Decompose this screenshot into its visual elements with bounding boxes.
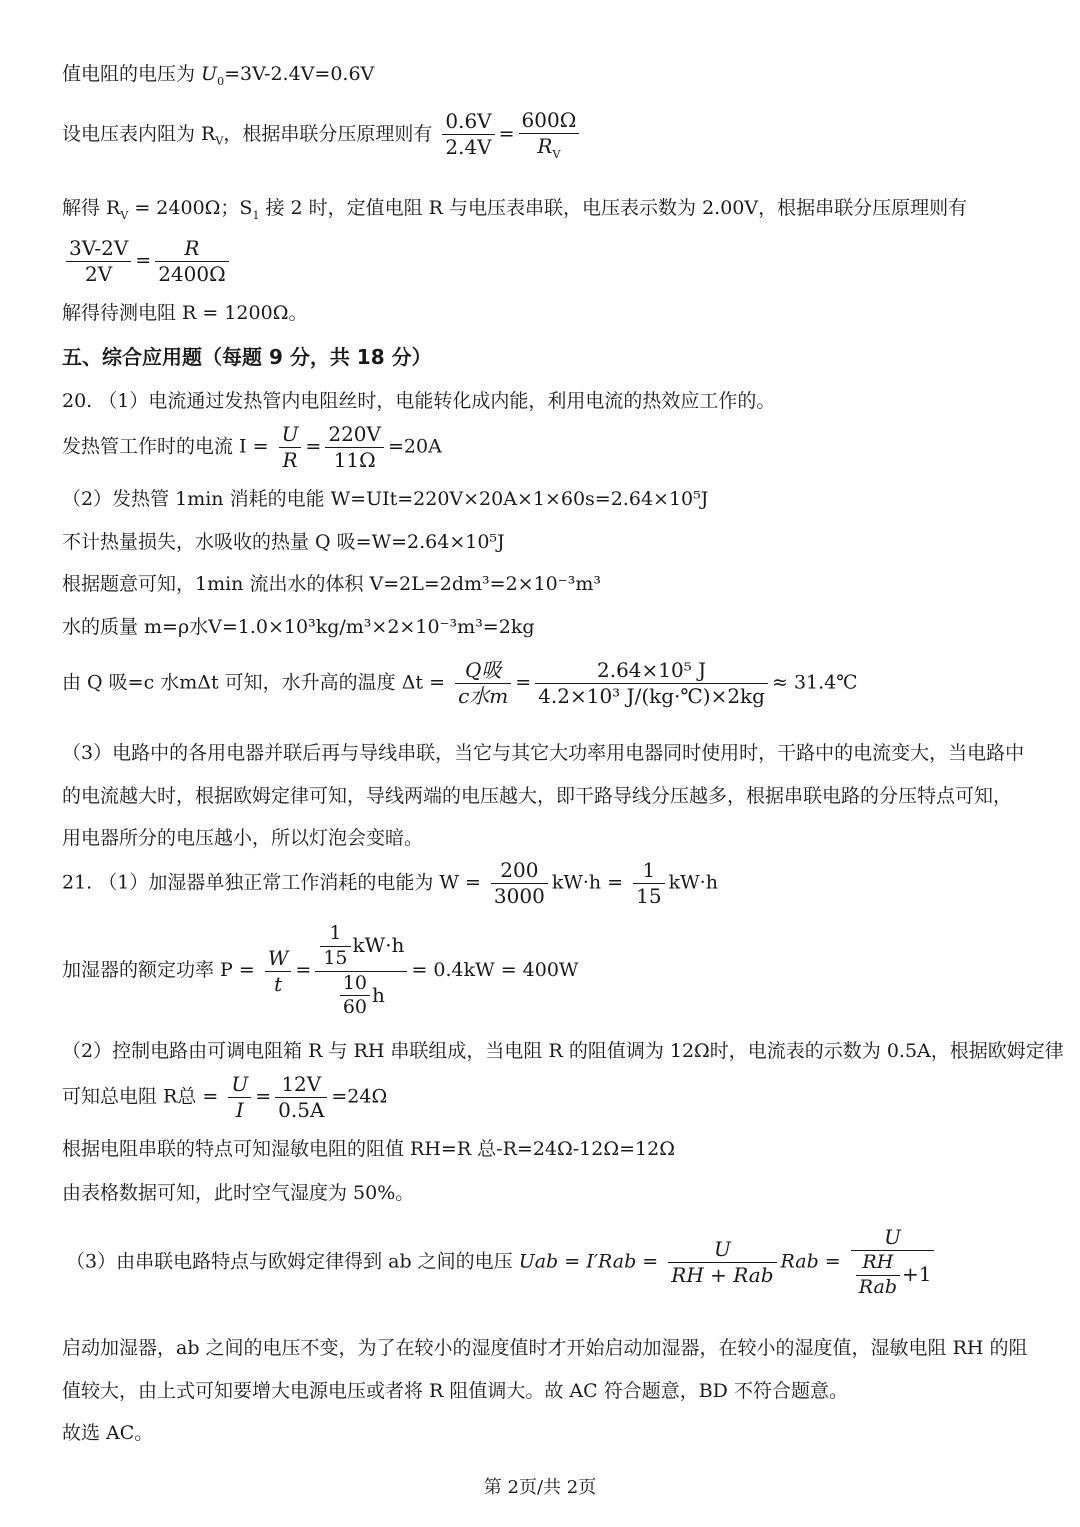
fraction: $\frac{3V-2V}{2V}$	[66, 236, 131, 287]
text-line: 由 Q 吸=c 水mΔt 可知，水升高的温度 Δt = $\frac{\text{Q吸}}{\text{c水m}}$ = $\frac{\text{2.64×10⁵ J}}{\text{4.2×10³ J/(kg·℃)×2kg}}$ ≈ 31.4℃	[62, 658, 858, 708]
fraction: $\frac{U}{R}$	[279, 422, 302, 473]
text-line: 设电压表内阻为 $R_V$，根据串联分压原理则有 $\frac{0.6V}{2.4V}$ = $\frac{600\Omega}{R_V}$	[62, 108, 583, 162]
text-line: 解得待测电阻 R = 1200Ω。	[62, 302, 308, 324]
page-footer: 第 2页/共 2页	[483, 1477, 597, 1498]
text-line: $\frac{3V-2V}{2V}$ = $\frac{R}{2400\Omega}$	[62, 236, 233, 287]
text-line: 启动加湿器，ab 之间的电压不变，为了在较小的湿度值时才开始启动加湿器，在较小的湿度值，湿敏电阻 RH 的阻	[62, 1337, 1028, 1359]
fraction: U $\frac{RH}{\text{Rab}}$ +1	[851, 1225, 935, 1300]
text-line: 可知总电阻 R总 = $\frac{U}{I}$ = $\frac{12V}{0.5A}$ =24Ω	[62, 1072, 388, 1122]
fraction: $\frac{\text{Q吸}}{\text{c水m}}$	[455, 658, 511, 709]
fraction: $\frac{U}{\text{RH + Rab}}$	[668, 1237, 776, 1288]
fraction: $\frac{200}{3000}$	[491, 858, 548, 909]
fraction: $\frac{12V}{0.5A}$	[275, 1072, 327, 1123]
text-line: 根据题意可知，1min 流出水的体积 V=2L=2dm³=2×10⁻³m³	[62, 573, 602, 595]
text-line: 解得 $R_V = 2400\Omega$；$S_1$ 接 2 时，定值电阻 R 与电压表串联，电压表示数为 2.00V，根据串联分压原理则有	[62, 197, 968, 222]
fraction: $\frac{\text{2.64×10⁵ J}}{\text{4.2×10³ J/(kg·℃)×2kg}}$	[535, 658, 768, 709]
text-line: 水的质量 m=ρ水V=1.0×10³kg/m³×2×10⁻³m³=2kg	[62, 616, 535, 638]
section-heading: 五、综合应用题（每题 9 分，共 18 分）	[62, 345, 432, 369]
fraction: $\frac{220V}{11\Omega}$	[325, 422, 384, 473]
text-line: 故选 AC。	[62, 1422, 154, 1444]
text-line: 根据电阻串联的特点可知湿敏电阻的阻值 RH=R 总-R=24Ω-12Ω=12Ω	[62, 1138, 675, 1160]
text-line: 值电阻的电压为 $U_0=3V-2.4V=0.6V$	[62, 63, 375, 88]
text-line: （3）由串联电路特点与欧姆定律得到 ab 之间的电压 Uab = I′Rab = $\frac{U}{\text{RH + Rab}}$ Rab = U $\frac{RH}{\text{Rab}}$ +1	[66, 1225, 938, 1300]
text-line: （3）电路中的各用电器并联后再与导线串联，当它与其它大功率用电器同时使用时，干路中的电流变大，当电路中	[62, 742, 1025, 764]
text-line: 值较大，由上式可知要增大电源电压或者将 R 阻值调大。故 AC 符合题意，BD 不符合题意。	[62, 1380, 848, 1402]
text-line: （2）控制电路由可调电阻箱 R 与 RH 串联组成，当电阻 R 的阻值调为 12Ω时，电流表的示数为 0.5A，根据欧姆定律	[62, 1040, 1064, 1062]
fraction: $\frac{1}{15}$	[633, 858, 664, 909]
text-line: 用电器所分的电压越小，所以灯泡会变暗。	[62, 827, 424, 849]
fraction: $\frac{1}{15}$ kW·h $\frac{10}{60}$ h	[315, 922, 407, 1020]
text-line: 20. （1）电流通过发热管内电阻丝时，电能转化成内能，利用电流的热效应工作的。	[62, 390, 776, 412]
fraction: $\frac{600\Omega}{R_V}$	[519, 108, 580, 162]
text-line: 加湿器的额定功率 P = $\frac{W}{t}$ = $\frac{1}{15}$ kW·h $\frac{10}{60}$ h = 0.4kW = 400W	[62, 922, 579, 1019]
text-line: 的电流越大时，根据欧姆定律可知，导线两端的电压越大，即干路导线分压越多，根据串联电路的分压特点可知，	[62, 785, 1013, 807]
text-line: 发热管工作时的电流 I = $\frac{U}{R}$ = $\frac{220V}{11\Omega}$ =20A	[62, 422, 442, 472]
fraction: $\frac{0.6V}{2.4V}$	[442, 109, 494, 160]
text-line: 由表格数据可知，此时空气湿度为 50%。	[62, 1182, 415, 1204]
fraction: $\frac{R}{2400\Omega}$	[155, 236, 228, 287]
text-line: （2）发热管 1min 消耗的电能 W=UIt=220V×20A×1×60s=2.64×10⁵J	[62, 488, 709, 510]
fraction: $\frac{W}{t}$	[265, 946, 292, 997]
fraction: $\frac{U}{I}$	[228, 1072, 251, 1123]
text-line: 21. （1）加湿器单独正常工作消耗的电能为 W = $\frac{200}{3000}$ kW·h = $\frac{1}{15}$ kW·h	[62, 858, 718, 908]
text-line: 不计热量损失，水吸收的热量 Q 吸=W=2.64×10⁵J	[62, 531, 505, 553]
